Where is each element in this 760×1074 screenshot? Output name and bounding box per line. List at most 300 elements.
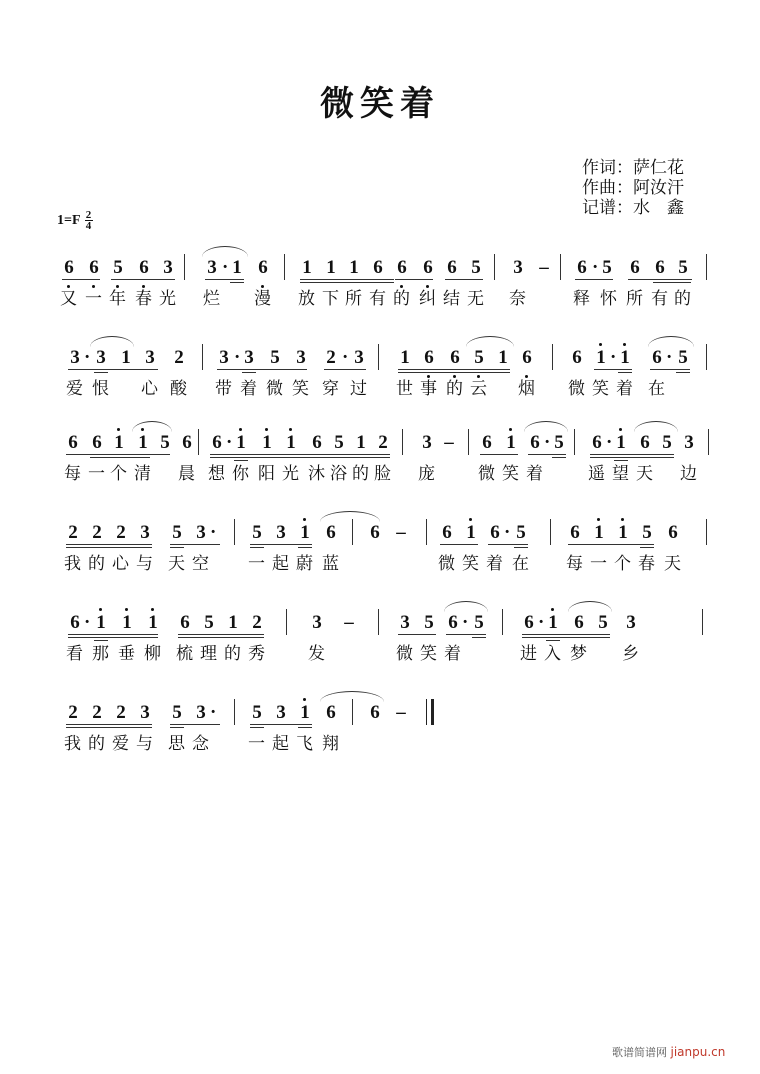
note-glyph: 1 [594,522,604,543]
barline [552,344,553,370]
note [324,703,338,723]
note [640,523,654,543]
note-glyph: 5 [252,702,262,723]
high-octave-dot [597,518,600,521]
lyric-char: 望 [612,464,629,484]
high-octave-dot [99,608,102,611]
lyric-char: 梦 [570,644,587,664]
note-glyph: · [234,347,241,368]
note-glyph: 5 [642,522,652,543]
lyrics-line [62,639,712,665]
note-glyph: 6 [370,702,380,723]
beam-underline [640,547,654,548]
lyric-char: 每 [566,554,583,574]
note-glyph: 1 [121,347,131,368]
note-glyph: 6 [490,522,500,543]
note [570,348,584,368]
beam-underline [217,369,307,370]
note [300,258,314,278]
note-glyph: 1 [326,257,336,278]
lyric-char: 庞 [418,464,435,484]
barline [284,254,285,280]
high-octave-dot [289,428,292,431]
lyric-char: 纠 [419,289,436,309]
note [90,523,104,543]
note [445,258,459,278]
note [210,433,224,453]
note-glyph: 6 [522,347,532,368]
note [298,703,312,723]
note [178,613,192,633]
note [143,348,157,368]
barline [234,699,235,725]
slur [90,336,134,347]
augmentation-dot [222,258,230,278]
beam-underline [66,547,152,548]
note-glyph: 2 [92,522,102,543]
lyric-char: 烂 [203,289,220,309]
note-glyph: 5 [474,347,484,368]
lyric-char: 微 [568,379,585,399]
beam-underline [552,454,566,455]
note [347,258,361,278]
note-glyph: – [396,522,406,543]
note [395,258,409,278]
barline [502,609,503,635]
beam-underline [398,634,436,635]
beam-underline [640,544,654,545]
barline [352,699,353,725]
note-glyph: 5 [554,432,564,453]
beam-underline [300,282,394,283]
lyric-char: 过 [350,379,367,399]
note [172,348,186,368]
note [614,433,628,453]
lyric-char: 起 [272,554,289,574]
note [448,348,462,368]
transcriber: 记谱：水 鑫 [582,198,684,218]
note [650,348,664,368]
note [422,348,436,368]
lyric-char: 一 [88,464,105,484]
note [62,258,76,278]
note-glyph: 5 [160,432,170,453]
beam-underline [324,369,366,370]
note-glyph: 6 [524,612,534,633]
note [66,523,80,543]
barline [702,609,703,635]
barline [198,429,199,455]
note [354,433,368,453]
lyric-char: 念 [192,734,209,754]
note-glyph: 6 [68,432,78,453]
lyric-char: 沐 [308,464,325,484]
beam-underline [250,724,264,725]
note [371,258,385,278]
lyric-char: 在 [512,554,529,574]
note-glyph: 6 [92,432,102,453]
slur [634,421,678,432]
beam-underline [94,637,108,638]
beam-underline [398,369,510,370]
note-glyph: 1 [400,347,410,368]
beam-underline [170,547,184,548]
beam-underline [94,369,108,370]
beam-underline [514,544,528,545]
note-glyph: 2 [116,522,126,543]
note-glyph: 2 [116,702,126,723]
note-glyph: 2 [92,702,102,723]
barline [574,429,575,455]
note-glyph: 6 [447,257,457,278]
note-glyph: 6 [570,522,580,543]
note-glyph: 3 [140,702,150,723]
lyrics-line [62,374,712,400]
note-glyph: · [342,347,349,368]
lyric-char: 春 [638,554,655,574]
note-glyph: · [84,347,91,368]
note-glyph: 6 [630,257,640,278]
note [420,433,434,453]
note [511,258,525,278]
beam-underline [522,637,610,638]
note-glyph: 1 [148,612,158,633]
note [294,348,308,368]
lyric-char: 的 [674,289,691,309]
note [114,523,128,543]
note [552,433,566,453]
augmentation-dot [462,613,470,633]
note-glyph: 1 [616,432,626,453]
beam-underline [66,727,152,728]
beam-underline [68,634,158,635]
beam-underline [94,372,108,373]
beam-underline [137,279,175,280]
slur [444,601,488,612]
lyric-char: 垂 [118,644,135,664]
lyric-char: 微 [396,644,413,664]
note-glyph: 6 [424,347,434,368]
note-glyph: 5 [598,612,608,633]
note [682,433,696,453]
note-glyph: 1 [300,522,310,543]
note-glyph: 3 [163,257,173,278]
note-glyph: – [344,612,354,633]
note-glyph: 6 [70,612,80,633]
barline [706,519,707,545]
lyric-char: 微 [266,379,283,399]
barline [402,429,403,455]
note [568,523,582,543]
note-glyph: 5 [678,257,688,278]
augmentation-dot [210,703,218,723]
note-glyph: · [610,347,617,368]
lyric-char: 的 [224,644,241,664]
lyric-char: 笑 [420,644,437,664]
beam-underline [614,454,628,455]
note-glyph: 5 [602,257,612,278]
beam-underline [676,369,690,370]
high-octave-dot [469,518,472,521]
beam-underline [94,634,108,635]
lyric-char: 个 [614,554,631,574]
beam-underline [90,454,150,455]
beam-underline [590,454,674,455]
song-title: 微笑着 [320,84,440,124]
slur [320,511,380,522]
high-octave-dot [303,698,306,701]
lyric-char: 事 [420,379,437,399]
lyric-char: 下 [322,289,339,309]
note-glyph: 5 [270,347,280,368]
beam-underline [398,372,510,373]
note [592,523,606,543]
note [398,613,412,633]
lyric-char: 心 [112,554,129,574]
lyric-char: 酸 [170,379,187,399]
note-glyph: 6 [312,432,322,453]
lyric-char: 蔚 [296,554,313,574]
note-glyph: 1 [232,257,242,278]
note [94,348,108,368]
beam-underline [575,279,613,280]
note-glyph: 6 [212,432,222,453]
lyric-char: 微 [438,554,455,574]
slur [466,336,514,347]
note [324,523,338,543]
note [111,258,125,278]
note-glyph: 3 [207,257,217,278]
note-glyph: 6 [574,612,584,633]
lyric-char: 发 [308,644,325,664]
note-glyph: 1 [228,612,238,633]
note-glyph: – [396,702,406,723]
slur [132,421,172,432]
lyric-char: 着 [486,554,503,574]
note-glyph: · [504,522,511,543]
note [575,258,589,278]
note-glyph: 6 [592,432,602,453]
lyric-char: 理 [200,644,217,664]
lyric-char: 恨 [92,379,109,399]
beam-underline [676,372,690,373]
barline [468,429,469,455]
barline [550,519,551,545]
lyric-char: 阳 [258,464,275,484]
note-glyph: 3 [422,432,432,453]
lyric-char: 的 [393,289,410,309]
note [624,613,638,633]
note-glyph: 3 [244,347,254,368]
high-octave-dot [551,608,554,611]
augmentation-dot [592,258,600,278]
note-glyph: 5 [424,612,434,633]
beam-underline [472,637,486,638]
lyric-char: 入 [544,644,561,664]
lyric-char: 思 [168,734,185,754]
note [638,433,652,453]
barline [706,254,707,280]
note-glyph: – [539,257,549,278]
note-glyph: 6 [326,522,336,543]
lyric-char: 个 [110,464,127,484]
note-glyph: 5 [252,522,262,543]
note-glyph: 6 [423,257,433,278]
note [514,523,528,543]
note [352,348,366,368]
note-glyph: 6 [89,257,99,278]
lyric-char: 着 [444,644,461,664]
note-glyph: 5 [172,522,182,543]
lyric-char: 漫 [254,289,271,309]
beam-underline [170,727,184,728]
lyric-char: 天 [168,554,185,574]
note-glyph: · [222,257,229,278]
note [138,703,152,723]
note-glyph: 6 [640,432,650,453]
beam-underline [480,454,518,455]
note-glyph: 3 [626,612,636,633]
note-glyph: 3 [219,347,229,368]
note [260,433,274,453]
lyric-char: 云 [470,379,487,399]
note-glyph: 5 [516,522,526,543]
sustain-dash [342,613,356,633]
lyric-char: 你 [232,464,249,484]
lyric-char: 我 [64,734,81,754]
lyric-char: 乡 [622,644,639,664]
note [600,258,614,278]
note-glyph: 3 [70,347,80,368]
score-row-2 [62,340,712,410]
lyric-char: 天 [636,464,653,484]
note-glyph: 2 [378,432,388,453]
key-signature [57,210,93,231]
note-glyph: 3 [196,702,206,723]
note [274,523,288,543]
beam-underline [170,724,184,725]
lyric-char: 我 [64,554,81,574]
lyric-char: 爱 [112,734,129,754]
note-glyph: 6 [397,257,407,278]
sustain-dash [537,258,551,278]
note [226,613,240,633]
augmentation-dot [84,348,92,368]
note [194,523,208,543]
slur [648,336,694,347]
final-barline [426,699,434,725]
note [250,613,264,633]
note-glyph: 1 [620,347,630,368]
lyric-char: 柳 [144,644,161,664]
note [256,258,270,278]
lyric-char: 着 [526,464,543,484]
note-glyph: 3 [296,347,306,368]
note-glyph: 1 [506,432,516,453]
lyric-char: 笑 [592,379,609,399]
high-octave-dot [619,428,622,431]
lyric-char: 的 [88,734,105,754]
note [616,523,630,543]
beam-underline [298,727,312,728]
note-glyph: 1 [548,612,558,633]
note-glyph: · [592,257,599,278]
lyric-char: 世 [396,379,413,399]
note-glyph: 6 [258,257,268,278]
lyric-char: 心 [141,379,158,399]
note [480,433,494,453]
lyric-char: 每 [64,464,81,484]
beam-underline [300,279,394,280]
note-glyph: 2 [252,612,262,633]
beam-underline [68,637,158,638]
note-glyph: 6 [442,522,452,543]
beam-underline [653,279,691,280]
note [119,348,133,368]
lyric-char: 奈 [509,289,526,309]
lyric-char: 有 [369,289,386,309]
note [522,613,536,633]
note [87,258,101,278]
barline [202,344,203,370]
lyric-char: 一 [590,554,607,574]
lyric-char: 着 [616,379,633,399]
beam-underline [242,369,256,370]
lyric-char: 一 [248,734,265,754]
beam-underline [298,547,312,548]
note-glyph: 3 [145,347,155,368]
lyrics-line [62,549,712,575]
lyrics-line [62,459,712,485]
lyric-char: 秀 [248,644,265,664]
high-octave-dot [265,428,268,431]
lyric-char: 光 [282,464,299,484]
note [180,433,194,453]
beam-underline [66,724,152,725]
augmentation-dot [606,433,614,453]
beam-underline [522,634,610,635]
lyric-char: 笑 [292,379,309,399]
augmentation-dot [342,348,350,368]
note [590,433,604,453]
note [217,348,231,368]
note [653,258,667,278]
lyric-char: 烟 [518,379,535,399]
note [310,613,324,633]
lyric-char: 怀 [600,289,617,309]
time-top: 2 [85,209,92,221]
note-glyph: 2 [68,702,78,723]
lyric-char: 遥 [588,464,605,484]
beam-underline [546,634,560,635]
lyric-char: 穿 [322,379,339,399]
note-glyph: 1 [236,432,246,453]
note-glyph: 3 [276,702,286,723]
watermark-site: jianpu.cn [670,1045,726,1059]
lyric-char: 与 [136,554,153,574]
lyric-char: 蓝 [322,554,339,574]
sustain-dash [394,523,408,543]
note-glyph: · [226,432,233,453]
slur [202,246,248,257]
beam-underline [618,369,632,370]
note [469,258,483,278]
note-glyph: 6 [326,702,336,723]
credits [582,158,684,218]
note [472,348,486,368]
note-glyph: 3 [312,612,322,633]
sustain-dash [394,703,408,723]
